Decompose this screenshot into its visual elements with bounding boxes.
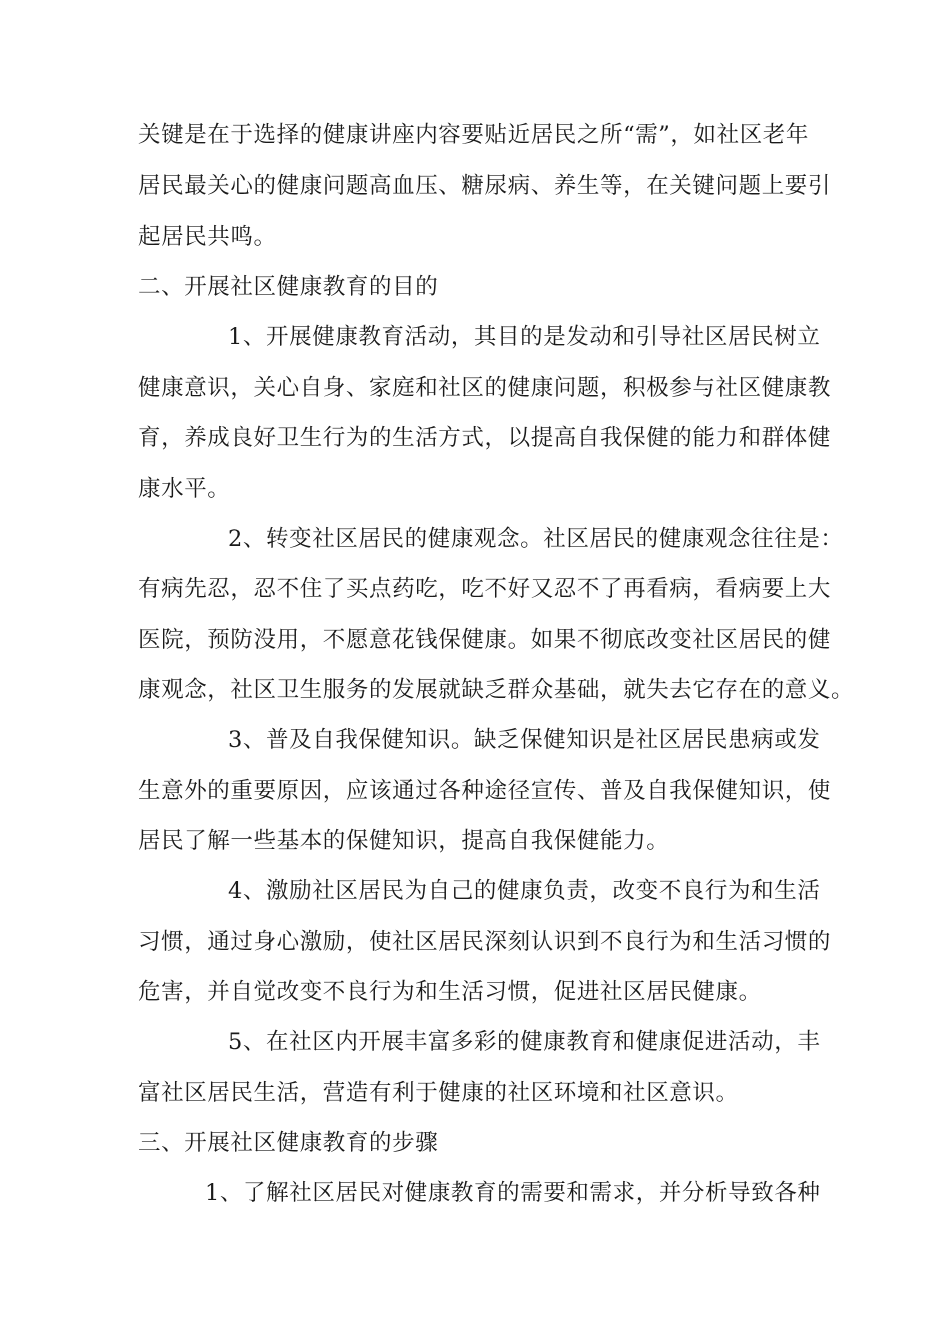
text-line: 1、开展健康教育活动，其目的是发动和引导社区居民树立 (228, 324, 821, 350)
text-line: 关键是在于选择的健康讲座内容要贴近居民之所“需”，如社区老年 (138, 122, 810, 148)
text-line: 起居民共鸣。 (138, 224, 277, 250)
text-line: 居民了解一些基本的保健知识，提高自我保健能力。 (138, 828, 670, 854)
text-line: 3、普及自我保健知识。缺乏保健知识是社区居民患病或发 (228, 727, 821, 753)
text-line: 育，养成良好卫生行为的生活方式，以提高自我保健的能力和群体健 (138, 425, 832, 451)
text-line: 康观念，社区卫生服务的发展就缺乏群众基础，就失去它存在的意义。 (138, 677, 855, 703)
text-line: 习惯，通过身心激励，使社区居民深刻认识到不良行为和生活习惯的 (138, 929, 832, 955)
text-line: 康水平。 (138, 476, 231, 502)
text-line: 富社区居民生活，营造有利于健康的社区环境和社区意识。 (138, 1080, 739, 1106)
text-line: 生意外的重要原因，应该通过各种途径宣传、普及自我保健知识，使 (138, 778, 832, 804)
text-line: 4、激励社区居民为自己的健康负责，改变不良行为和生活 (228, 878, 821, 904)
text-line: 居民最关心的健康问题高血压、糖尿病、养生等，在关键问题上要引 (138, 173, 832, 199)
text-line: 1、了解社区居民对健康教育的需要和需求，并分析导致各种 (205, 1180, 821, 1206)
text-line: 健康意识，关心自身、家庭和社区的健康问题，积极参与社区健康教 (138, 375, 832, 401)
section-heading: 二、开展社区健康教育的目的 (138, 274, 439, 300)
text-line: 2、转变社区居民的健康观念。社区居民的健康观念往往是： (228, 526, 844, 552)
section-heading: 三、开展社区健康教育的步骤 (138, 1130, 439, 1156)
text-line: 医院，预防没用，不愿意花钱保健康。如果不彻底改变社区居民的健 (138, 627, 832, 653)
text-line: 危害，并自觉改变不良行为和生活习惯，促进社区居民健康。 (138, 979, 762, 1005)
text-line: 5、在社区内开展丰富多彩的健康教育和健康促进活动，丰 (228, 1029, 821, 1055)
text-line: 有病先忍，忍不住了买点药吃，吃不好又忍不了再看病，看病要上大 (138, 576, 832, 602)
